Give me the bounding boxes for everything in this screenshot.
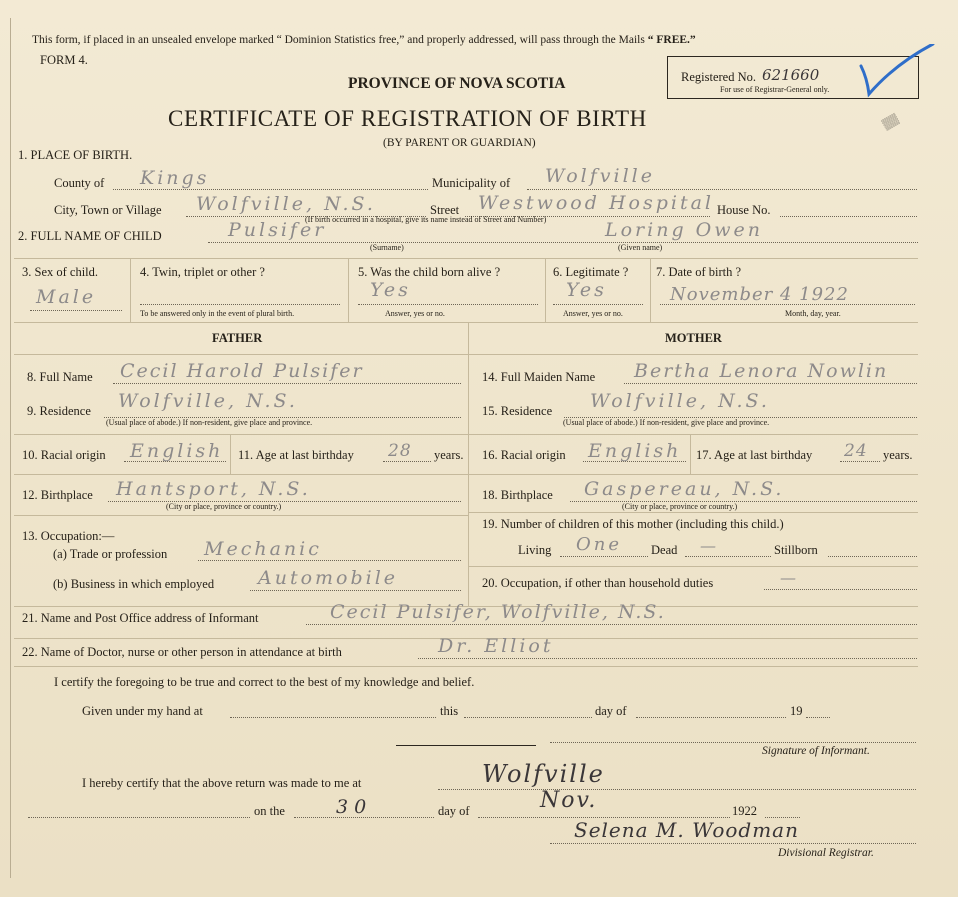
business-label: (b) Business in which employed xyxy=(53,577,215,591)
mail-notice: This form, if placed in an unsealed envelope marked “ Dominion Statistics free,” and properly addressed, will pass through the Mails “ FREE.” xyxy=(32,34,696,46)
registrar-note: For use of Registrar-General only. xyxy=(720,85,830,94)
child-surname-value: Pulsifer xyxy=(228,219,327,241)
county-label: County of xyxy=(54,176,105,190)
surname-caption: (Surname) xyxy=(370,243,404,252)
alive-note: Answer, yes or no. xyxy=(385,309,445,318)
father-racial-value: English xyxy=(130,440,224,462)
legitimate-note: Answer, yes or no. xyxy=(563,309,623,318)
mother-name-label: 14. Full Maiden Name xyxy=(482,370,596,384)
father-age-value: 28 xyxy=(388,441,412,461)
doctor-label: 22. Name of Doctor, nurse or other person in attendance at birth xyxy=(22,645,342,659)
mother-residence-label: 15. Residence xyxy=(482,404,553,418)
mother-residence-value: Wolfville, N.S. xyxy=(590,390,770,412)
father-birthplace-label: 12. Birthplace xyxy=(22,488,93,502)
legitimate-label: 6. Legitimate ? xyxy=(553,265,629,279)
dob-label: 7. Date of birth ? xyxy=(656,265,742,279)
municipality-value: Wolfville xyxy=(545,165,655,187)
father-racial-label: 10. Racial origin xyxy=(22,448,106,462)
mother-occupation-value: — xyxy=(780,568,799,587)
mother-birthplace-label: 18. Birthplace xyxy=(482,488,553,502)
registrar-certify-text: I hereby certify that the above return was made to me at xyxy=(82,776,362,790)
trade-value: Mechanic xyxy=(204,538,322,560)
dob-value: November 4 1922 xyxy=(670,284,849,305)
house-number-label: House No. xyxy=(717,203,771,217)
informant-signature-caption: Signature of Informant. xyxy=(762,745,870,757)
father-residence-value: Wolfville, N.S. xyxy=(118,390,298,412)
father-age-label: 11. Age at last birthday xyxy=(238,448,354,462)
child-given-value: Loring Owen xyxy=(605,219,763,241)
registrar-signature: Selena M. Woodman xyxy=(574,818,799,842)
business-value: Automobile xyxy=(258,567,399,589)
page-subtitle: (BY PARENT OR GUARDIAN) xyxy=(383,137,536,149)
father-name-value: Cecil Harold Pulsifer xyxy=(120,360,364,382)
registered-number: 621660 xyxy=(762,66,820,84)
street-value: Westwood Hospital xyxy=(478,192,714,214)
trade-label: (a) Trade or profession xyxy=(53,547,168,561)
alive-label: 5. Was the child born alive ? xyxy=(358,265,501,279)
street-note: (If birth occurred in a hospital, give its name instead of Street and Number) xyxy=(305,215,547,224)
mother-age-label: 17. Age at last birthday xyxy=(696,448,813,462)
form-number: FORM 4. xyxy=(40,53,88,67)
dead-label: Dead xyxy=(651,543,678,557)
mother-birthplace-note: (City or place, province or country.) xyxy=(622,502,738,511)
year-prefix: 19 xyxy=(790,704,803,718)
given-under-label: Given under my hand at xyxy=(82,704,203,718)
sex-label: 3. Sex of child. xyxy=(22,265,99,279)
this-label: this xyxy=(440,704,459,718)
twin-note: To be answered only in the event of plural birth. xyxy=(140,309,295,318)
informant-label: 21. Name and Post Office address of Informant xyxy=(22,611,259,625)
informant-certify-text: I certify the foregoing to be true and correct to the best of my knowledge and belief. xyxy=(54,675,475,689)
place-of-birth-heading: 1. PLACE OF BIRTH. xyxy=(18,148,133,162)
mother-heading: MOTHER xyxy=(665,331,722,345)
mother-residence-note: (Usual place of abode.) If non-resident, give place and province. xyxy=(563,418,770,427)
check-mark-icon xyxy=(855,44,935,99)
mother-name-value: Bertha Lenora Nowlin xyxy=(634,360,889,382)
registrar-day-value: 30 xyxy=(336,796,373,818)
father-name-label: 8. Full Name xyxy=(27,370,93,384)
doctor-value: Dr. Elliot xyxy=(438,635,554,657)
mother-racial-value: English xyxy=(588,440,682,462)
mother-age-unit: years. xyxy=(883,448,913,462)
sex-value: Male xyxy=(36,286,97,308)
day-of-label: day of xyxy=(595,704,627,718)
living-label: Living xyxy=(518,543,552,557)
father-birthplace-note: (City or place, province or country.) xyxy=(166,502,282,511)
page-title: CERTIFICATE OF REGISTRATION OF BIRTH xyxy=(168,106,647,131)
dob-note: Month, day, year. xyxy=(785,309,841,318)
stillborn-label: Stillborn xyxy=(774,543,818,557)
father-residence-label: 9. Residence xyxy=(27,404,91,418)
mother-age-value: 24 xyxy=(844,441,868,461)
father-residence-note: (Usual place of abode.) If non-resident, give place and province. xyxy=(106,418,313,427)
registrar-month-value: Nov. xyxy=(540,788,598,813)
county-value: Kings xyxy=(140,167,210,189)
stamp-mark: ▒▒ xyxy=(881,112,901,132)
twin-label: 4. Twin, triplet or other ? xyxy=(140,265,265,279)
living-value: One xyxy=(576,534,623,555)
registrar-place-value: Wolfville xyxy=(482,760,605,788)
dead-value: — xyxy=(700,536,719,555)
mother-racial-label: 16. Racial origin xyxy=(482,448,566,462)
child-name-label: 2. FULL NAME OF CHILD xyxy=(18,229,162,243)
registrar-year-value: 1922 xyxy=(732,804,757,818)
father-age-unit: years. xyxy=(434,448,464,462)
city-label: City, Town or Village xyxy=(54,203,162,217)
municipality-label: Municipality of xyxy=(432,176,511,190)
informant-value: Cecil Pulsifer, Wolfville, N.S. xyxy=(330,601,666,623)
father-heading: FATHER xyxy=(212,331,263,345)
day-of-month-label: day of xyxy=(438,804,470,818)
divisional-registrar-caption: Divisional Registrar. xyxy=(778,847,874,859)
paper-edge xyxy=(10,18,11,878)
city-value: Wolfville, N.S. xyxy=(196,193,376,215)
on-the-label: on the xyxy=(254,804,285,818)
legitimate-value: Yes xyxy=(566,279,607,301)
street-label: Street xyxy=(430,203,460,217)
province-heading: PROVINCE OF NOVA SCOTIA xyxy=(348,75,566,92)
mother-occupation-label: 20. Occupation, if other than household duties xyxy=(482,576,714,590)
father-birthplace-value: Hantsport, N.S. xyxy=(116,478,311,500)
father-occupation-label: 13. Occupation:— xyxy=(22,529,115,543)
mother-birthplace-value: Gaspereau, N.S. xyxy=(584,478,785,500)
alive-value: Yes xyxy=(370,279,411,301)
children-count-label: 19. Number of children of this mother (including this child.) xyxy=(482,517,784,531)
given-caption: (Given name) xyxy=(618,243,663,252)
registered-label: Registered No. xyxy=(681,70,756,84)
